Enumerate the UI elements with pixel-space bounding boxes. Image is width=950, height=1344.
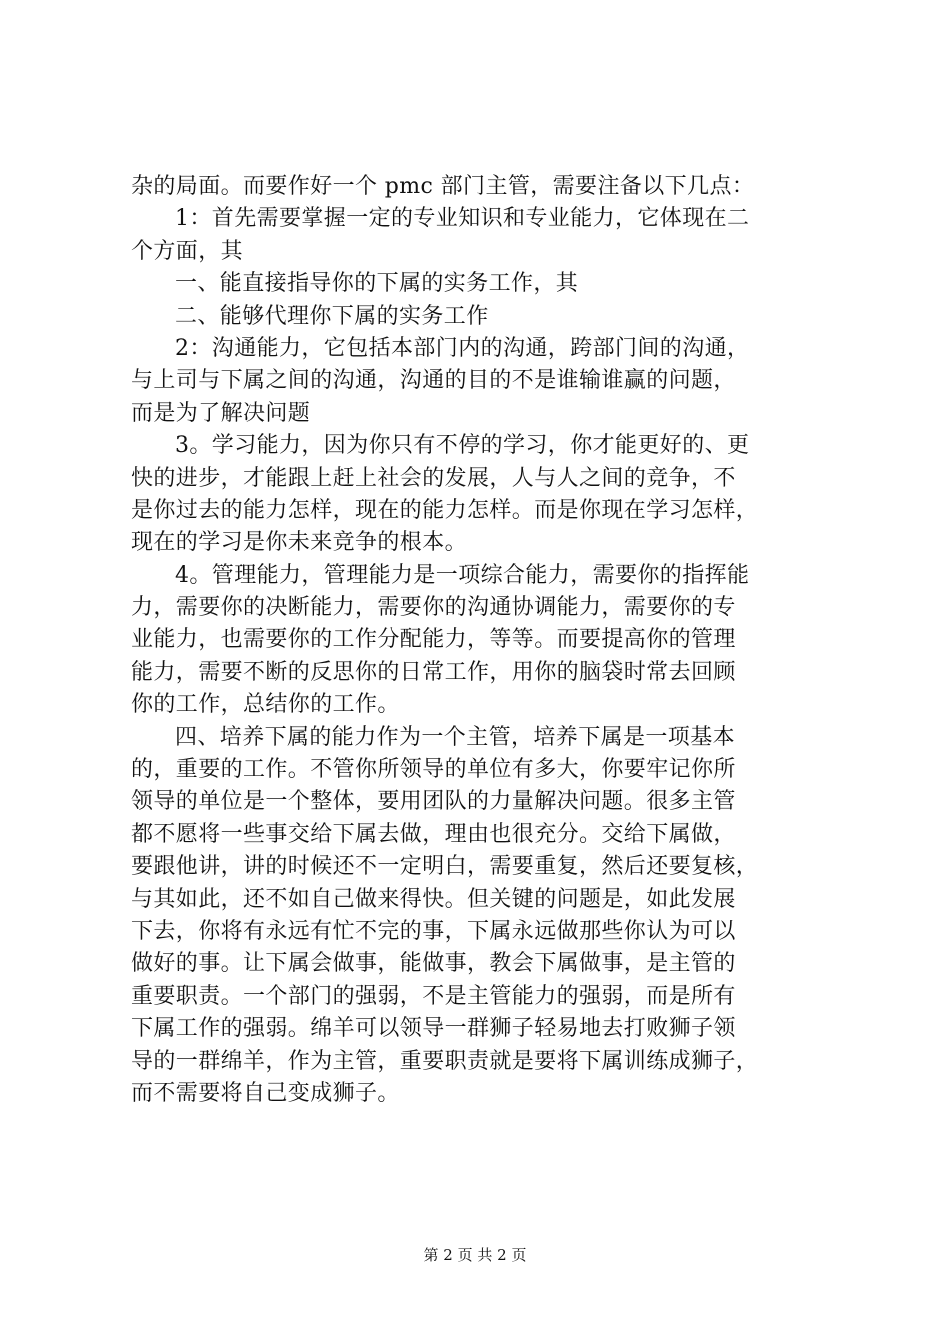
text-line: 要跟他讲，讲的时候还不一定明白，需要重复，然后还要复核，: [131, 854, 759, 880]
text-line: 2：沟通能力，它包括本部门内的沟通，跨部门间的沟通，: [175, 335, 750, 361]
text-line: 而是为了解决问题: [131, 400, 311, 426]
text-line: 领导的单位是一个整体，要用团队的力量解决问题。很多主管: [131, 789, 736, 815]
text-line: 3。学习能力，因为你只有不停的学习，你才能更好的、更: [175, 433, 750, 459]
page-footer: 第 2 页 共 2 页: [423, 1246, 527, 1264]
text-line: 你的工作，总结你的工作。: [131, 692, 400, 718]
text-line: 做好的事。让下属会做事，能做事，教会下属做事，是主管的: [131, 951, 736, 977]
text-line: 4。管理能力，管理能力是一项综合能力，需要你的指挥能: [175, 562, 750, 588]
text-line: 下去，你将有永远有忙不完的事，下属永远做那些你认为可以: [131, 918, 736, 944]
text-line: 重要职责。一个部门的强弱，不是主管能力的强弱，而是所有: [131, 983, 736, 1009]
text-line: 而不需要将自己变成狮子。: [131, 1080, 400, 1106]
text-line: 杂的局面。而要作好一个 pmc 部门主管，需要注备以下几点：: [131, 174, 755, 199]
text-line: 都不愿将一些事交给下属去做，理由也很充分。交给下属做，: [131, 821, 736, 847]
text-line: 导的一群绵羊，作为主管，重要职责就是要将下属训练成狮子，: [131, 1048, 759, 1074]
text-line: 个方面，其: [131, 238, 244, 264]
text-line: 与上司与下属之间的沟通，沟通的目的不是谁输谁赢的问题，: [131, 368, 736, 394]
text-line: 现在的学习是你未来竞争的根本。: [131, 530, 468, 556]
document-body: [131, 171, 831, 1110]
text-line: 一、能直接指导你的下属的实务工作，其: [175, 271, 579, 297]
text-line: 力，需要你的决断能力，需要你的沟通协调能力，需要你的专: [131, 595, 736, 621]
text-line: 二、能够代理你下属的实务工作: [175, 303, 489, 329]
text-line: 是你过去的能力怎样，现在的能力怎样。而是你现在学习怎样，: [131, 497, 759, 523]
text-line: 1：首先需要掌握一定的专业知识和专业能力，它体现在二: [175, 206, 750, 232]
text-line: 快的进步，才能跟上赶上社会的发展，人与人之间的竞争，不: [131, 465, 736, 491]
text-line: 下属工作的强弱。绵羊可以领导一群狮子轻易地去打败狮子领: [131, 1016, 736, 1042]
text-line: 与其如此，还不如自己做来得快。但关键的问题是，如此发展: [131, 886, 736, 912]
text-line: 业能力，也需要你的工作分配能力，等等。而要提高你的管理: [131, 627, 736, 653]
text-line: 能力，需要不断的反思你的日常工作，用你的脑袋时常去回顾: [131, 659, 736, 685]
text-line: 的，重要的工作。不管你所领导的单位有多大，你要牢记你所: [131, 757, 736, 783]
text-line: 四、培养下属的能力作为一个主管，培养下属是一项基本: [175, 724, 736, 750]
